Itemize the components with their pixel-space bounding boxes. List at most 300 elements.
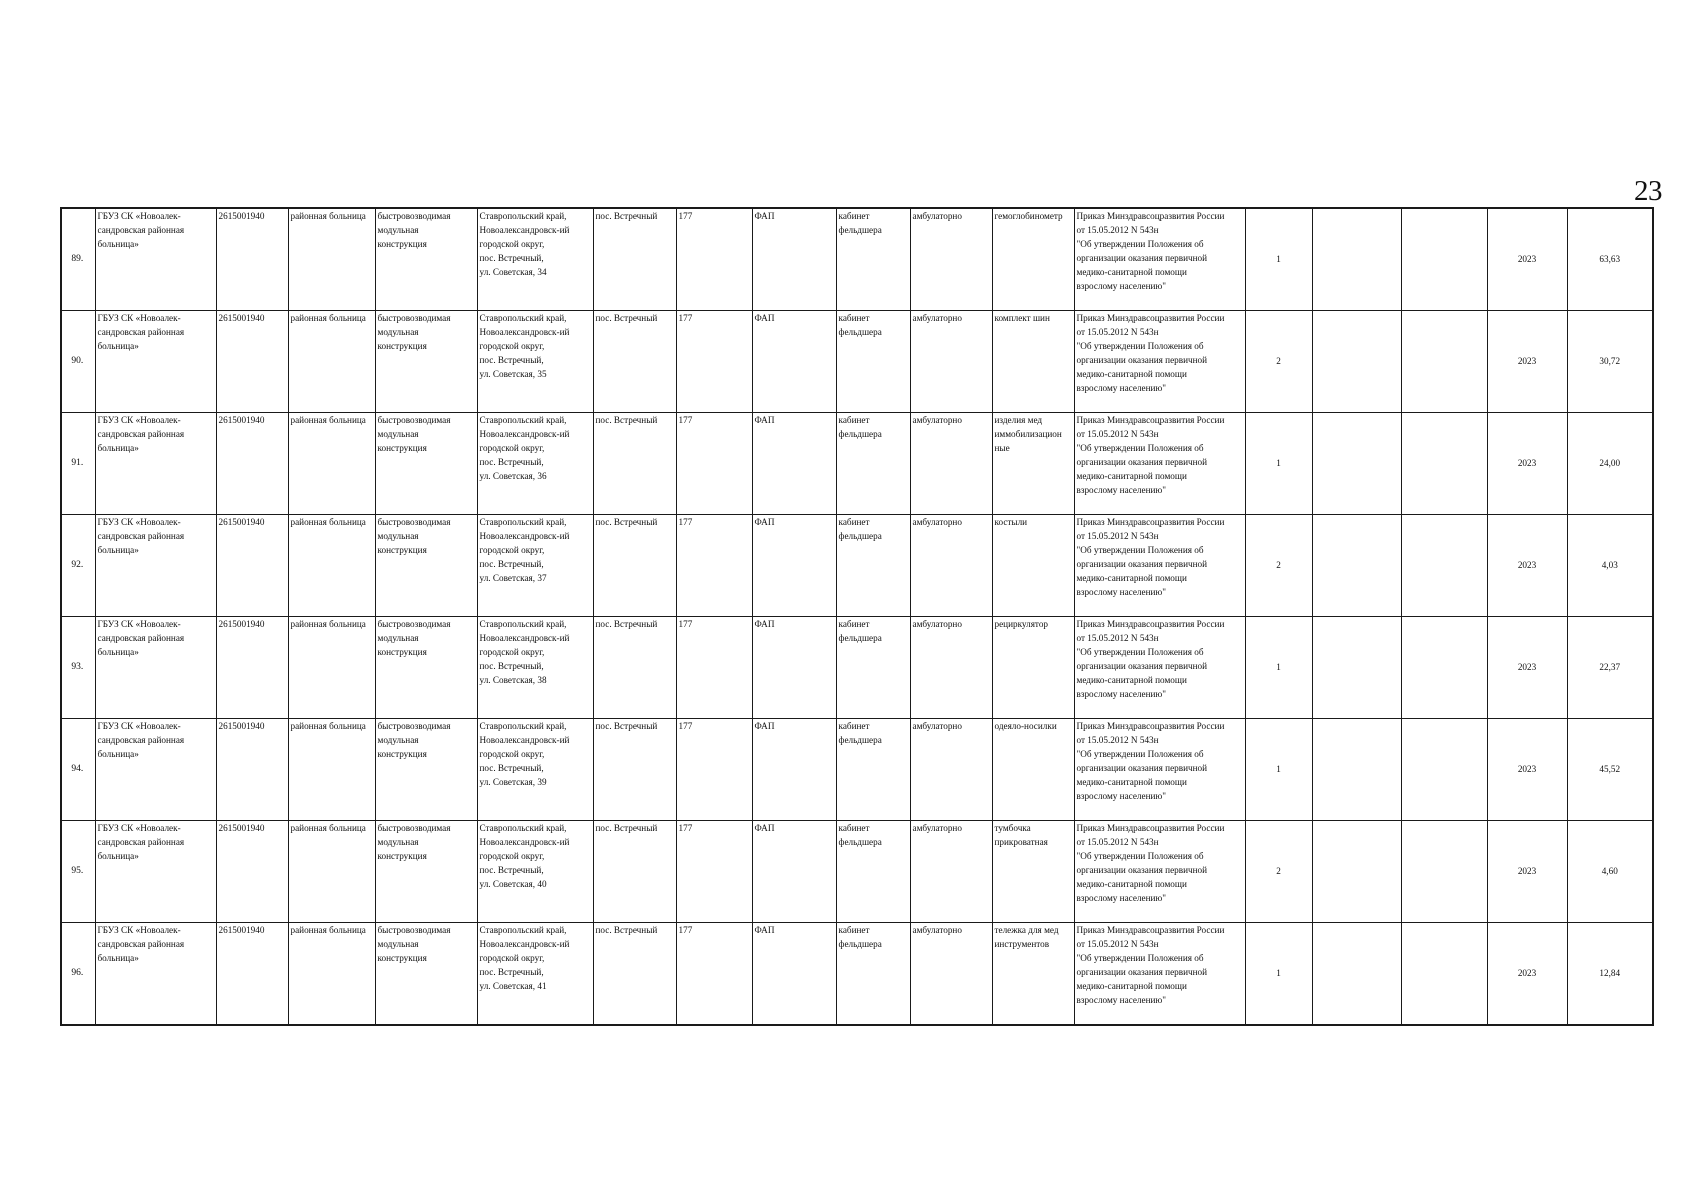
empty-cell-a xyxy=(1312,719,1401,821)
structure-cell xyxy=(375,208,477,311)
cell-line: ул. Советская, 36 xyxy=(479,470,547,481)
quantity-cell: 1 xyxy=(1245,617,1312,719)
institution-type-cell: районная больница xyxy=(288,719,375,821)
cell-line: больница» xyxy=(97,850,139,861)
cell-line: конструкция xyxy=(377,748,427,759)
cell-line: ГБУЗ СК «Новоалек- xyxy=(97,517,181,527)
empty-cell-b xyxy=(1401,821,1487,923)
inn-cell: 2615001940 xyxy=(216,208,288,311)
population-cell: 177 xyxy=(676,821,752,923)
cell-line: взрослому населению" xyxy=(1076,892,1167,903)
cell-line: сандровская районная xyxy=(97,224,185,235)
cell-line: медико-санитарной помощи xyxy=(1076,980,1187,991)
cell-line: Новоалександровск-ий xyxy=(479,530,570,541)
institution-type-cell: районная больница xyxy=(288,413,375,515)
order-cell xyxy=(1074,311,1245,413)
cell-line: изделия мед xyxy=(994,415,1043,425)
structure-cell xyxy=(375,923,477,1026)
quantity-cell: 1 xyxy=(1245,719,1312,821)
empty-cell-a xyxy=(1312,208,1401,311)
address-cell xyxy=(477,311,593,413)
cell-line: больница» xyxy=(97,544,139,555)
population-cell: 177 xyxy=(676,719,752,821)
inn-cell: 2615001940 xyxy=(216,923,288,1026)
cell-line: сандровская районная xyxy=(97,632,185,643)
cell-line: больница» xyxy=(97,748,139,759)
organization-cell xyxy=(95,515,216,617)
structure-cell xyxy=(375,719,477,821)
sum-cell: 63,63 xyxy=(1567,208,1653,311)
year-cell: 2023 xyxy=(1487,311,1567,413)
cell-line: Ставропольский край, xyxy=(479,925,567,935)
cell-line: кабинет xyxy=(838,415,870,425)
cell-line: ул. Советская, 39 xyxy=(479,776,547,787)
cell-line: Приказ Минздравсоцразвития России xyxy=(1076,517,1225,527)
cell-line: пос. Встречный, xyxy=(479,252,544,263)
cell-line: взрослому населению" xyxy=(1076,382,1167,393)
cell-line: кабинет xyxy=(838,517,870,527)
cell-line: Ставропольский край, xyxy=(479,619,567,629)
cell-line: тумбочка xyxy=(994,823,1031,833)
inn-cell: 2615001940 xyxy=(216,311,288,413)
cell-line: городской округ, xyxy=(479,748,545,759)
cell-line: ул. Советская, 37 xyxy=(479,572,547,583)
cell-line: организации оказания первичной xyxy=(1076,864,1208,875)
inn-cell: 2615001940 xyxy=(216,821,288,923)
order-cell xyxy=(1074,617,1245,719)
empty-cell-b xyxy=(1401,923,1487,1026)
empty-cell-b xyxy=(1401,413,1487,515)
cell-line: сандровская районная xyxy=(97,836,185,847)
institution-type-cell: районная больница xyxy=(288,923,375,1026)
order-cell xyxy=(1074,821,1245,923)
cell-line: медико-санитарной помощи xyxy=(1076,776,1187,787)
cell-line: ул. Советская, 41 xyxy=(479,980,547,991)
cell-line: больница» xyxy=(97,238,139,249)
cell-line: конструкция xyxy=(377,340,427,351)
equipment-cell xyxy=(992,311,1074,413)
row-number-cell: 96. xyxy=(61,923,95,1026)
structure-cell xyxy=(375,821,477,923)
care-mode-cell: амбулаторно xyxy=(910,821,992,923)
cell-line: организации оказания первичной xyxy=(1076,966,1208,977)
cell-line: Новоалександровск-ий xyxy=(479,734,570,745)
cell-line: кабинет xyxy=(838,313,870,323)
institution-type-cell: районная больница xyxy=(288,821,375,923)
cell-line: пос. Встречный, xyxy=(479,864,544,875)
cell-line: ГБУЗ СК «Новоалек- xyxy=(97,721,181,731)
cell-line: сандровская районная xyxy=(97,326,185,337)
cell-line: сандровская районная xyxy=(97,734,185,745)
cell-line: пос. Встречный, xyxy=(479,456,544,467)
organization-cell xyxy=(95,923,216,1026)
unit-cell: ФАП xyxy=(752,413,836,515)
cell-line: взрослому населению" xyxy=(1076,688,1167,699)
cell-line: городской округ, xyxy=(479,544,545,555)
cell-line: конструкция xyxy=(377,646,427,657)
cell-line: городской округ, xyxy=(479,952,545,963)
cell-line: "Об утверждении Положения об xyxy=(1076,544,1204,555)
care-mode-cell: амбулаторно xyxy=(910,617,992,719)
sum-cell: 4,03 xyxy=(1567,515,1653,617)
empty-cell-b xyxy=(1401,617,1487,719)
equipment-cell xyxy=(992,208,1074,311)
cell-line: ГБУЗ СК «Новоалек- xyxy=(97,619,181,629)
cell-line: взрослому населению" xyxy=(1076,484,1167,495)
cell-line: костыли xyxy=(994,517,1028,527)
empty-cell-b xyxy=(1401,311,1487,413)
address-cell xyxy=(477,413,593,515)
organization-cell xyxy=(95,208,216,311)
row-number-cell: 89. xyxy=(61,208,95,311)
cell-line: иммобилизацион xyxy=(994,428,1062,439)
order-cell xyxy=(1074,923,1245,1026)
structure-cell xyxy=(375,311,477,413)
settlement-cell: пос. Встречный xyxy=(593,923,676,1026)
population-cell: 177 xyxy=(676,413,752,515)
cell-line: Ставропольский край, xyxy=(479,823,567,833)
cell-line: конструкция xyxy=(377,850,427,861)
settlement-cell: пос. Встречный xyxy=(593,515,676,617)
quantity-cell: 2 xyxy=(1245,821,1312,923)
cell-line: Новоалександровск-ий xyxy=(479,326,570,337)
empty-cell-a xyxy=(1312,311,1401,413)
cell-line: пос. Встречный, xyxy=(479,966,544,977)
empty-cell-a xyxy=(1312,923,1401,1026)
table-row xyxy=(61,719,1653,821)
cell-line: от 15.05.2012 N 543н xyxy=(1076,836,1159,847)
cell-line: быстровозводимая xyxy=(377,823,451,833)
population-cell: 177 xyxy=(676,208,752,311)
cell-line: ГБУЗ СК «Новоалек- xyxy=(97,313,181,323)
equipment-cell xyxy=(992,719,1074,821)
cell-line: ГБУЗ СК «Новоалек- xyxy=(97,925,181,935)
cell-line: городской округ, xyxy=(479,850,545,861)
cell-line: быстровозводимая xyxy=(377,313,451,323)
cell-line: конструкция xyxy=(377,952,427,963)
cell-line: медико-санитарной помощи xyxy=(1076,878,1187,889)
cell-line: Ставропольский край, xyxy=(479,721,567,731)
page-number: 23 xyxy=(1634,175,1662,207)
cell-line: от 15.05.2012 N 543н xyxy=(1076,530,1159,541)
room-cell xyxy=(836,719,910,821)
cell-line: Ставропольский край, xyxy=(479,211,567,221)
cell-line: ГБУЗ СК «Новоалек- xyxy=(97,823,181,833)
cell-line: быстровозводимая xyxy=(377,619,451,629)
year-cell: 2023 xyxy=(1487,515,1567,617)
order-cell xyxy=(1074,208,1245,311)
cell-line: модульная xyxy=(377,428,419,439)
order-cell xyxy=(1074,413,1245,515)
address-cell xyxy=(477,719,593,821)
cell-line: организации оказания первичной xyxy=(1076,252,1208,263)
population-cell: 177 xyxy=(676,617,752,719)
population-cell: 177 xyxy=(676,311,752,413)
cell-line: организации оказания первичной xyxy=(1076,456,1208,467)
care-mode-cell: амбулаторно xyxy=(910,515,992,617)
address-cell xyxy=(477,821,593,923)
cell-line: модульная xyxy=(377,530,419,541)
cell-line: сандровская районная xyxy=(97,938,185,949)
cell-line: быстровозводимая xyxy=(377,721,451,731)
address-cell xyxy=(477,923,593,1026)
year-cell: 2023 xyxy=(1487,413,1567,515)
cell-line: пос. Встречный, xyxy=(479,762,544,773)
cell-line: медико-санитарной помощи xyxy=(1076,470,1187,481)
cell-line: гемоглобинометр xyxy=(994,211,1063,221)
cell-line: медико-санитарной помощи xyxy=(1076,266,1187,277)
organization-cell xyxy=(95,617,216,719)
cell-line: сандровская районная xyxy=(97,428,185,439)
table-row xyxy=(61,821,1653,923)
year-cell: 2023 xyxy=(1487,208,1567,311)
cell-line: быстровозводимая xyxy=(377,211,451,221)
settlement-cell: пос. Встречный xyxy=(593,311,676,413)
address-cell xyxy=(477,617,593,719)
table-body xyxy=(61,208,1653,1025)
row-number-cell: 93. xyxy=(61,617,95,719)
row-number-cell: 95. xyxy=(61,821,95,923)
cell-line: пос. Встречный, xyxy=(479,660,544,671)
quantity-cell: 2 xyxy=(1245,311,1312,413)
cell-line: медико-санитарной помощи xyxy=(1076,368,1187,379)
inn-cell: 2615001940 xyxy=(216,719,288,821)
cell-line: одеяло-носилки xyxy=(994,721,1057,731)
cell-line: ГБУЗ СК «Новоалек- xyxy=(97,415,181,425)
cell-line: Приказ Минздравсоцразвития России xyxy=(1076,313,1225,323)
quantity-cell: 1 xyxy=(1245,413,1312,515)
cell-line: организации оказания первичной xyxy=(1076,660,1208,671)
cell-line: пос. Встречный, xyxy=(479,558,544,569)
empty-cell-b xyxy=(1401,208,1487,311)
room-cell xyxy=(836,617,910,719)
cell-line: от 15.05.2012 N 543н xyxy=(1076,938,1159,949)
settlement-cell: пос. Встречный xyxy=(593,617,676,719)
cell-line: ные xyxy=(994,442,1010,453)
row-number-cell: 92. xyxy=(61,515,95,617)
cell-line: модульная xyxy=(377,734,419,745)
address-cell xyxy=(477,208,593,311)
room-cell xyxy=(836,515,910,617)
equipment-cell xyxy=(992,821,1074,923)
cell-line: Приказ Минздравсоцразвития России xyxy=(1076,925,1225,935)
empty-cell-a xyxy=(1312,515,1401,617)
sum-cell: 45,52 xyxy=(1567,719,1653,821)
cell-line: кабинет xyxy=(838,211,870,221)
table-row xyxy=(61,515,1653,617)
cell-line: "Об утверждении Положения об xyxy=(1076,952,1204,963)
address-cell xyxy=(477,515,593,617)
unit-cell: ФАП xyxy=(752,719,836,821)
cell-line: кабинет xyxy=(838,925,870,935)
equipment-cell xyxy=(992,617,1074,719)
cell-line: Приказ Минздравсоцразвития России xyxy=(1076,823,1225,833)
sum-cell: 4,60 xyxy=(1567,821,1653,923)
cell-line: городской округ, xyxy=(479,238,545,249)
cell-line: от 15.05.2012 N 543н xyxy=(1076,428,1159,439)
year-cell: 2023 xyxy=(1487,719,1567,821)
sum-cell: 22,37 xyxy=(1567,617,1653,719)
cell-line: фельдшера xyxy=(838,326,882,337)
row-number-cell: 91. xyxy=(61,413,95,515)
cell-line: организации оказания первичной xyxy=(1076,558,1208,569)
cell-line: городской округ, xyxy=(479,340,545,351)
cell-line: "Об утверждении Положения об xyxy=(1076,442,1204,453)
organization-cell xyxy=(95,413,216,515)
cell-line: инструментов xyxy=(994,938,1050,949)
institution-type-cell: районная больница xyxy=(288,617,375,719)
care-mode-cell: амбулаторно xyxy=(910,413,992,515)
cell-line: Приказ Минздравсоцразвития России xyxy=(1076,619,1225,629)
cell-line: медико-санитарной помощи xyxy=(1076,572,1187,583)
cell-line: от 15.05.2012 N 543н xyxy=(1076,326,1159,337)
settlement-cell: пос. Встречный xyxy=(593,208,676,311)
cell-line: организации оказания первичной xyxy=(1076,762,1208,773)
population-cell: 177 xyxy=(676,515,752,617)
structure-cell xyxy=(375,617,477,719)
cell-line: взрослому населению" xyxy=(1076,994,1167,1005)
cell-line: ул. Советская, 38 xyxy=(479,674,547,685)
sum-cell: 30,72 xyxy=(1567,311,1653,413)
equipment-cell xyxy=(992,923,1074,1026)
cell-line: прикроватная xyxy=(994,836,1048,847)
cell-line: больница» xyxy=(97,442,139,453)
cell-line: городской округ, xyxy=(479,646,545,657)
cell-line: фельдшера xyxy=(838,734,882,745)
empty-cell-a xyxy=(1312,617,1401,719)
empty-cell-a xyxy=(1312,413,1401,515)
cell-line: модульная xyxy=(377,836,419,847)
cell-line: "Об утверждении Положения об xyxy=(1076,238,1204,249)
cell-line: "Об утверждении Положения об xyxy=(1076,646,1204,657)
care-mode-cell: амбулаторно xyxy=(910,208,992,311)
cell-line: Приказ Минздравсоцразвития России xyxy=(1076,721,1225,731)
settlement-cell: пос. Встречный xyxy=(593,719,676,821)
room-cell xyxy=(836,821,910,923)
care-mode-cell: амбулаторно xyxy=(910,719,992,821)
equipment-table xyxy=(60,207,1654,1026)
cell-line: Ставропольский край, xyxy=(479,415,567,425)
care-mode-cell: амбулаторно xyxy=(910,923,992,1026)
cell-line: медико-санитарной помощи xyxy=(1076,674,1187,685)
order-cell xyxy=(1074,719,1245,821)
cell-line: городской округ, xyxy=(479,442,545,453)
cell-line: больница» xyxy=(97,646,139,657)
cell-line: модульная xyxy=(377,224,419,235)
cell-line: модульная xyxy=(377,326,419,337)
year-cell: 2023 xyxy=(1487,821,1567,923)
cell-line: взрослому населению" xyxy=(1076,280,1167,291)
quantity-cell: 2 xyxy=(1245,515,1312,617)
cell-line: Новоалександровск-ий xyxy=(479,224,570,235)
cell-line: конструкция xyxy=(377,442,427,453)
structure-cell xyxy=(375,515,477,617)
cell-line: Новоалександровск-ий xyxy=(479,836,570,847)
structure-cell xyxy=(375,413,477,515)
table-row xyxy=(61,413,1653,515)
cell-line: "Об утверждении Положения об xyxy=(1076,340,1204,351)
cell-line: "Об утверждении Положения об xyxy=(1076,850,1204,861)
cell-line: рециркулятор xyxy=(994,619,1049,629)
settlement-cell: пос. Встречный xyxy=(593,821,676,923)
inn-cell: 2615001940 xyxy=(216,617,288,719)
table-row xyxy=(61,923,1653,1026)
cell-line: кабинет xyxy=(838,619,870,629)
cell-line: организации оказания первичной xyxy=(1076,354,1208,365)
cell-line: Новоалександровск-ий xyxy=(479,428,570,439)
inn-cell: 2615001940 xyxy=(216,413,288,515)
unit-cell: ФАП xyxy=(752,515,836,617)
equipment-cell xyxy=(992,413,1074,515)
cell-line: фельдшера xyxy=(838,428,882,439)
cell-line: взрослому населению" xyxy=(1076,790,1167,801)
cell-line: тележка для мед xyxy=(994,925,1059,935)
care-mode-cell: амбулаторно xyxy=(910,311,992,413)
cell-line: больница» xyxy=(97,952,139,963)
empty-cell-b xyxy=(1401,719,1487,821)
cell-line: Приказ Минздравсоцразвития России xyxy=(1076,415,1225,425)
cell-line: ГБУЗ СК «Новоалек- xyxy=(97,211,181,221)
cell-line: конструкция xyxy=(377,544,427,555)
cell-line: быстровозводимая xyxy=(377,517,451,527)
settlement-cell: пос. Встречный xyxy=(593,413,676,515)
cell-line: быстровозводимая xyxy=(377,415,451,425)
cell-line: ул. Советская, 35 xyxy=(479,368,547,379)
row-number-cell: 94. xyxy=(61,719,95,821)
room-cell xyxy=(836,923,910,1026)
cell-line: от 15.05.2012 N 543н xyxy=(1076,734,1159,745)
equipment-cell xyxy=(992,515,1074,617)
cell-line: конструкция xyxy=(377,238,427,249)
institution-type-cell: районная больница xyxy=(288,208,375,311)
cell-line: "Об утверждении Положения об xyxy=(1076,748,1204,759)
institution-type-cell: районная больница xyxy=(288,311,375,413)
year-cell: 2023 xyxy=(1487,617,1567,719)
unit-cell: ФАП xyxy=(752,208,836,311)
cell-line: модульная xyxy=(377,632,419,643)
unit-cell: ФАП xyxy=(752,923,836,1026)
table-row xyxy=(61,311,1653,413)
cell-line: фельдшера xyxy=(838,224,882,235)
cell-line: ул. Советская, 34 xyxy=(479,266,547,277)
cell-line: фельдшера xyxy=(838,632,882,643)
year-cell: 2023 xyxy=(1487,923,1567,1026)
unit-cell: ФАП xyxy=(752,311,836,413)
cell-line: фельдшера xyxy=(838,938,882,949)
cell-line: кабинет xyxy=(838,823,870,833)
empty-cell-b xyxy=(1401,515,1487,617)
cell-line: кабинет xyxy=(838,721,870,731)
organization-cell xyxy=(95,311,216,413)
cell-line: быстровозводимая xyxy=(377,925,451,935)
table-row xyxy=(61,208,1653,311)
room-cell xyxy=(836,413,910,515)
cell-line: фельдшера xyxy=(838,530,882,541)
unit-cell: ФАП xyxy=(752,617,836,719)
empty-cell-a xyxy=(1312,821,1401,923)
row-number-cell: 90. xyxy=(61,311,95,413)
institution-type-cell: районная больница xyxy=(288,515,375,617)
table-row xyxy=(61,617,1653,719)
organization-cell xyxy=(95,821,216,923)
inn-cell: 2615001940 xyxy=(216,515,288,617)
cell-line: сандровская районная xyxy=(97,530,185,541)
cell-line: больница» xyxy=(97,340,139,351)
cell-line: Ставропольский край, xyxy=(479,517,567,527)
population-cell: 177 xyxy=(676,923,752,1026)
cell-line: ул. Советская, 40 xyxy=(479,878,547,889)
room-cell xyxy=(836,311,910,413)
